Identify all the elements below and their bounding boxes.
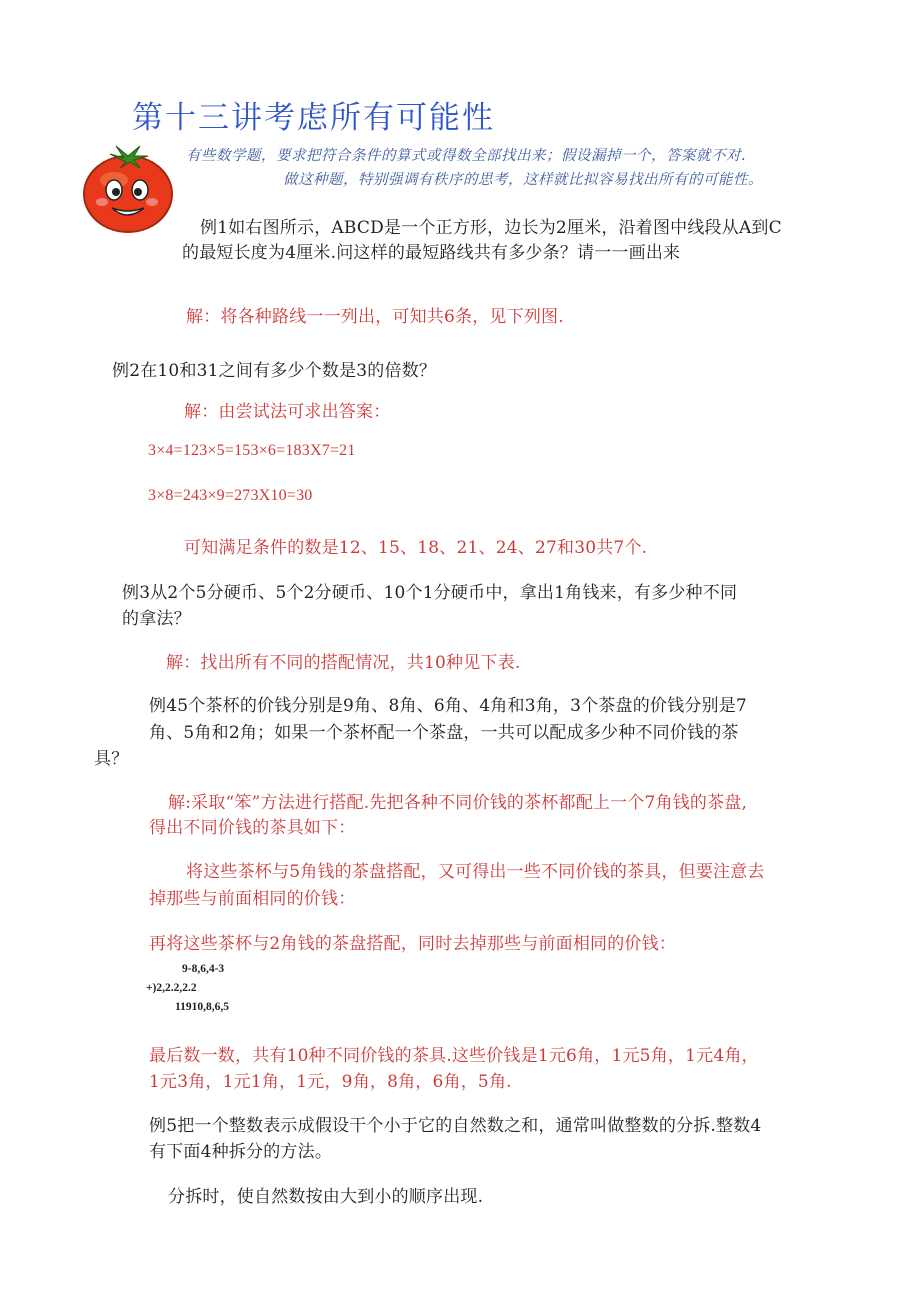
solution-2-equation-1: 3×4=123×5=153×6=183X7=21 <box>148 442 356 459</box>
intro-line-1: 有些数学题，要求把符合条件的算式或得数全部找出来；假设漏掉一个，答案就不对. <box>186 148 747 164</box>
example-5-line-2: 有下面4种拆分的方法。 <box>149 1142 333 1162</box>
calc-line-3: 11910,8,6,5 <box>175 1001 229 1013</box>
calc-line-2: +)2,2.2,2.2 <box>146 982 197 994</box>
solution-4-line-4: 掉那些与前面相同的价钱： <box>149 889 356 909</box>
example-4-line-3: 具？ <box>94 749 129 769</box>
example-4-line-2: 角、5角和2角；如果一个茶杯配一个茶盘，一共可以配成多少种不同价钱的茶 <box>149 723 739 743</box>
solution-2-equation-2: 3×8=243×9=273X10=30 <box>148 487 313 504</box>
example-5-line-1: 例5把一个整数表示成假设干个小于它的自然数之和，通常叫做整数的分拆.整数4 <box>149 1116 762 1136</box>
example-1-line-1: 例1如右图所示，ABCD是一个正方形，边长为2厘米，沿着图中线段从A到C <box>200 218 782 238</box>
solution-4-line-1: 解:采取“笨”方法进行搭配.先把各种不同价钱的茶杯都配上一个7角钱的茶盘, <box>168 793 748 813</box>
intro-line-2: 做这种题，特别强调有秩序的思考，这样就比拟容易找出所有的可能性。 <box>283 172 763 188</box>
tomato-mascot-icon <box>80 142 176 234</box>
solution-3: 解：找出所有不同的搭配情况，共10种见下表. <box>166 653 521 673</box>
solution-4-line-5: 再将这些茶杯与2角钱的茶盘搭配，同时去掉那些与前面相同的价钱： <box>149 934 677 954</box>
calc-line-1: 9-8,6,4-3 <box>182 963 225 975</box>
solution-2-conclusion: 可知满足条件的数是12、15、18、21、24、27和30共7个. <box>184 538 648 558</box>
solution-4-line-2: 得出不同价钱的茶具如下： <box>149 818 356 838</box>
solution-4-line-3: 将这些茶杯与5角钱的茶盘搭配，又可得出一些不同价钱的茶具，但要注意去 <box>186 862 765 882</box>
example-1-line-2: 的最短长度为4厘米.问这样的最短路线共有多少条？请一一画出来 <box>182 243 681 263</box>
solution-4-final-line-2: 1元3角，1元1角，1元，9角，8角，6角，5角. <box>149 1072 512 1092</box>
page-title: 第十三讲考虑所有可能性 <box>132 100 495 136</box>
example-3-line-2: 的拿法？ <box>122 609 191 629</box>
solution-1: 解：将各种路线一一列出，可知共6条，见下列图. <box>186 307 564 327</box>
solution-4-final-line-1: 最后数一数，共有10种不同价钱的茶具.这些价钱是1元6角，1元5角，1元4角， <box>149 1046 759 1066</box>
example-3-line-1: 例3从2个5分硬币、5个2分硬币、10个1分硬币中，拿出1角钱来，有多少种不同 <box>122 583 738 603</box>
solution-2-intro: 解：由尝试法可求出答案： <box>184 402 391 422</box>
example-2: 例2在10和31之间有多少个数是3的倍数？ <box>112 361 437 381</box>
example-4-line-1: 例45个茶杯的价钱分别是9角、8角、6角、4角和3角，3个茶盘的价钱分别是7 <box>149 696 747 716</box>
example-5-note: 分拆时，使自然数按由大到小的顺序出现. <box>168 1187 484 1207</box>
